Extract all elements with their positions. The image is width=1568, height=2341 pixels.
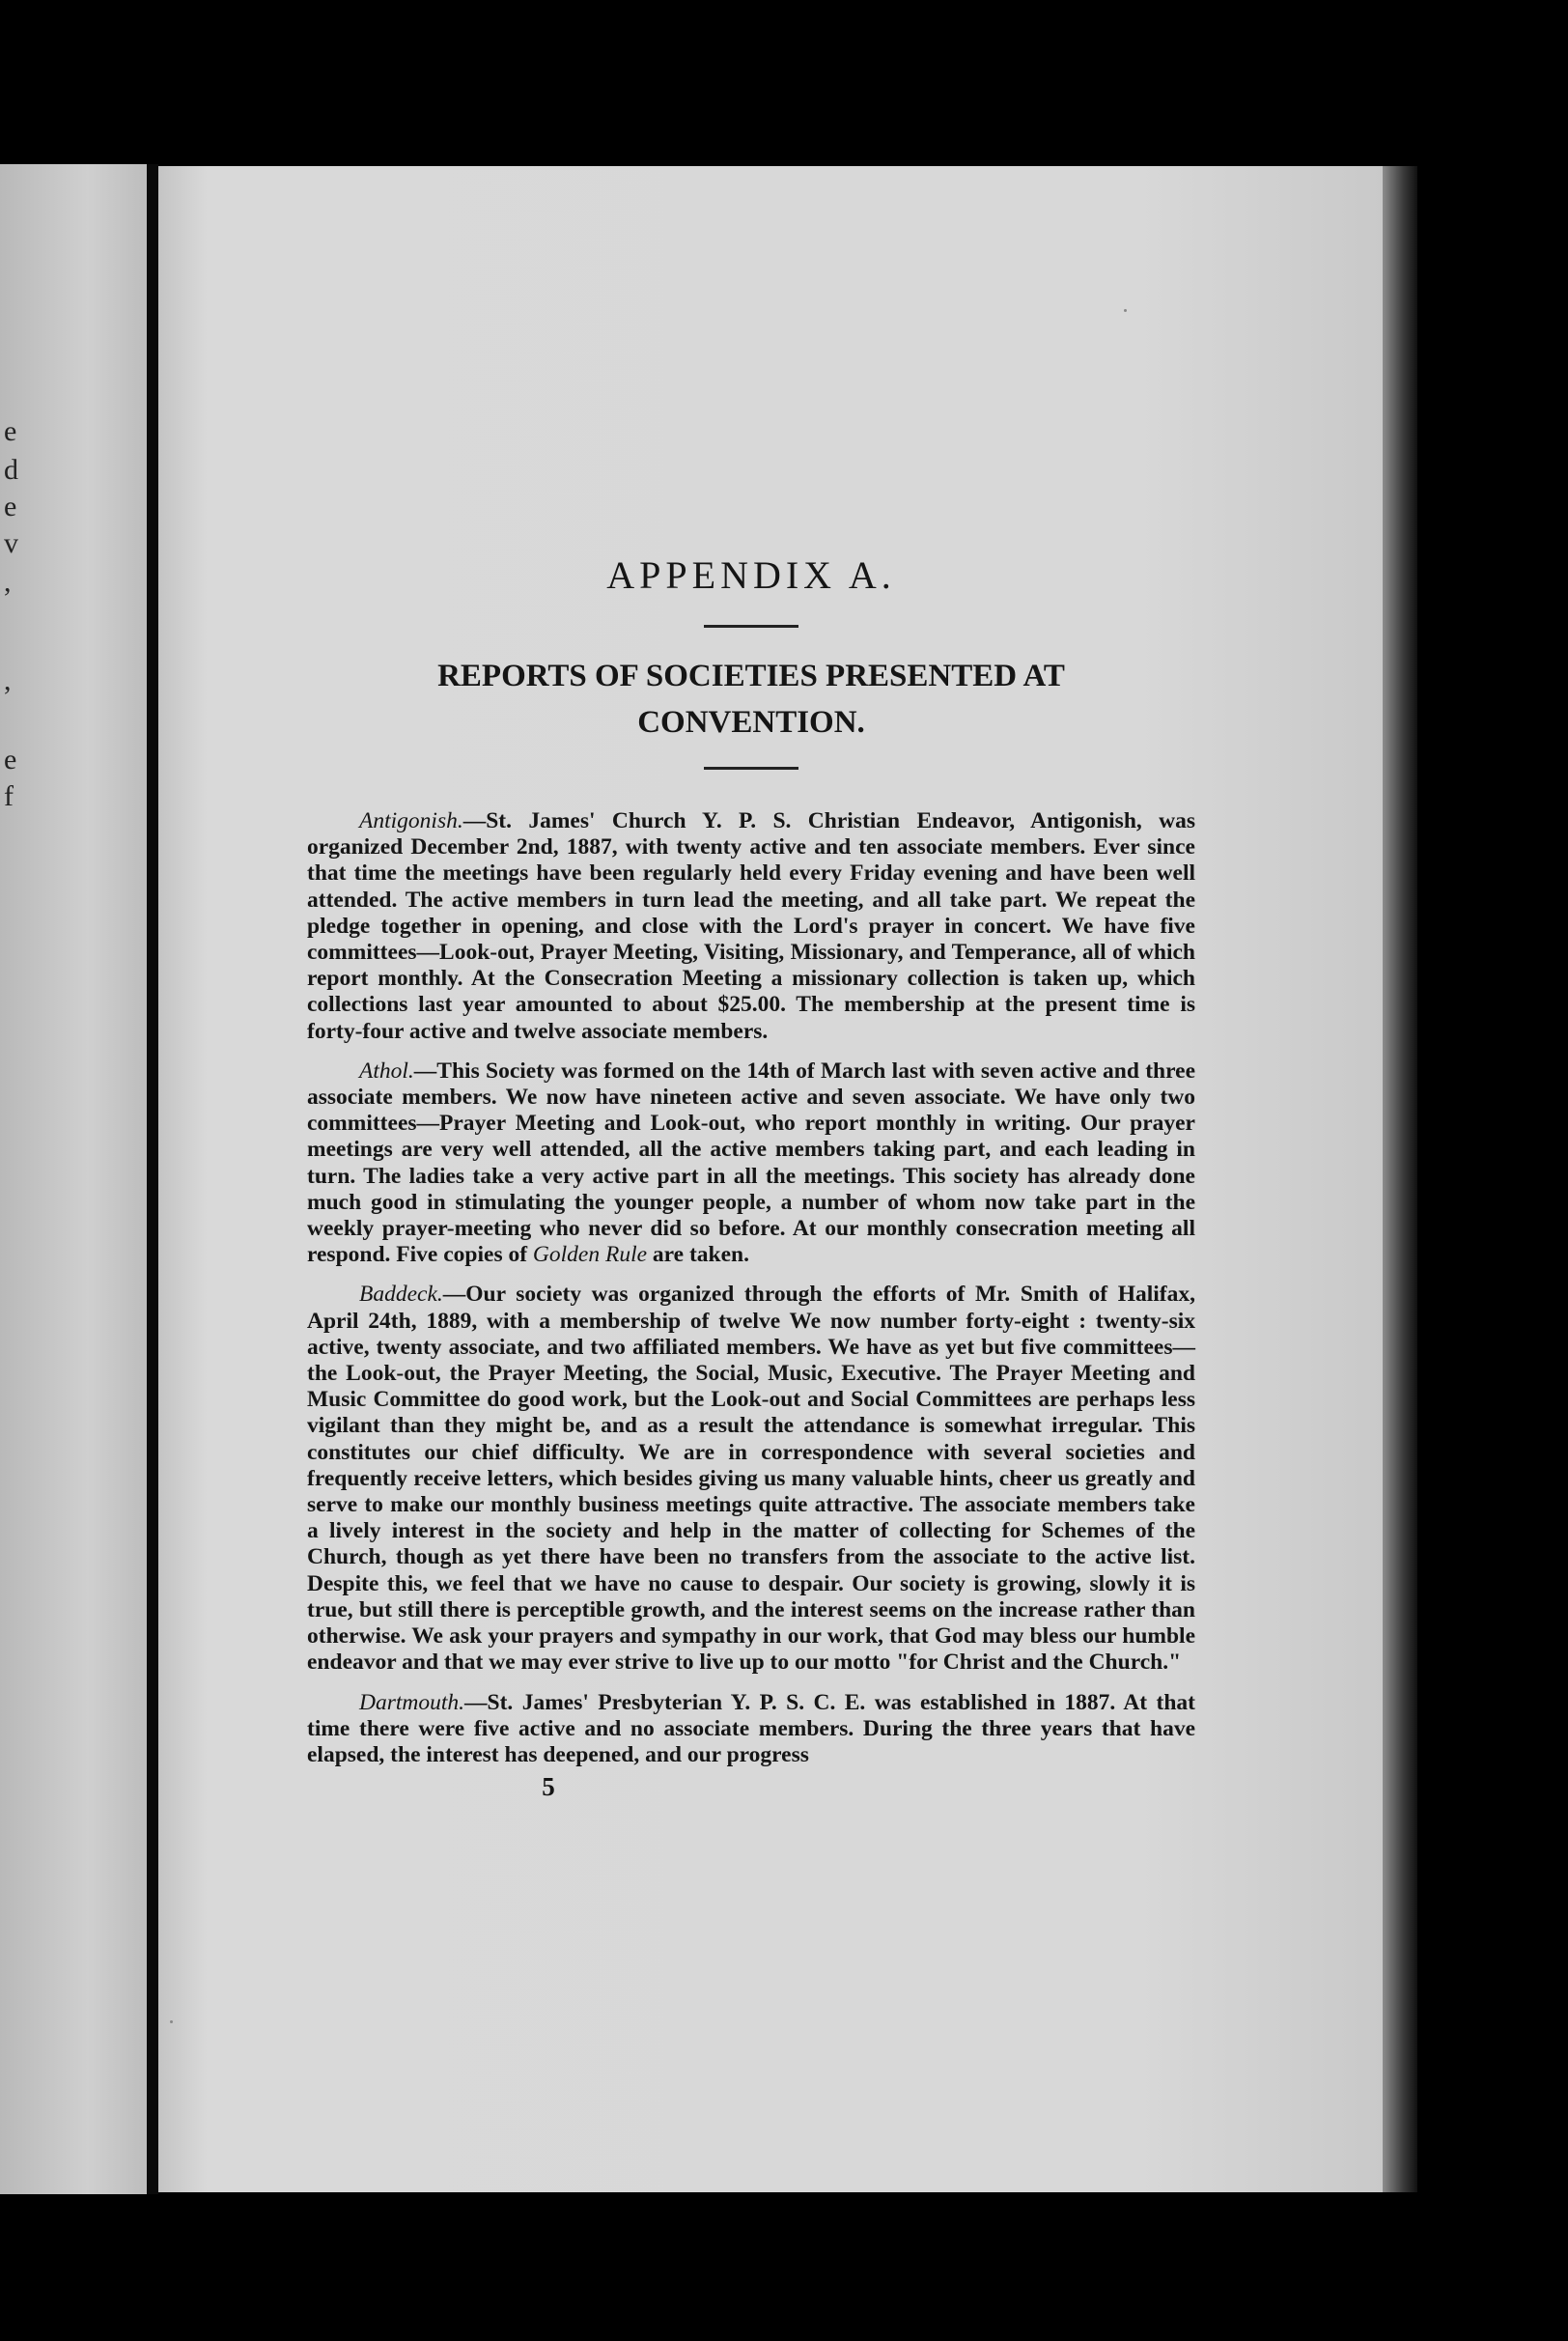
edge-letter: e [4, 491, 17, 522]
report-baddeck [307, 1282, 1195, 1676]
book-gutter [147, 164, 158, 2194]
report-place: Baddeck. [359, 1282, 443, 1308]
section-rule [704, 767, 798, 770]
paper-speck [170, 2020, 173, 2023]
report-athol [307, 1058, 1195, 1269]
report-place: Athol. [359, 1058, 414, 1084]
edge-letter: f [4, 780, 14, 812]
report-antigonish [307, 808, 1195, 1045]
edge-letter: e [4, 744, 17, 776]
report-body: —St. James' Presbyterian Y. P. S. C. E. was established in 1887. At that time there were five active and no associate members. During the three years that have elapsed, the interest has deepened, and our progress [307, 1689, 1195, 1767]
report-place: Antigonish. [359, 808, 463, 833]
report-body: —Our society was organized through the efforts of Mr. Smith of Halifax, April 24th, 1889, with a membership of twelve We now number forty-eight : twenty-six active, twenty associate, and two affiliated members. We have as yet but five committees—the Look-out, the Prayer Meeting, the Social, Music, Executive. The Prayer Meeting and Music Committee do good work, but the Look-out and Social Committees are perhaps less vigilant than they might be, and as a result the attendance is somewhat irregular. This constitutes our chief difficulty. We are in correspondence with several societies and frequently receive letters, which besides giving us many valuable hints, cheer us greatly and serve to make our monthly business meetings quite attractive. The associate members take a lively interest in the society and help in the matter of collecting for Schemes of the Church, though as yet there have been no transfers from the associate to the active list. Despite this, we feel that we have no cause to despair. Our society is growing, slowly it is true, but still there is perceptible growth, and the interest seems on the increase rather than otherwise. We ask your prayers and sympathy in our work, that God may bless our humble endeavor and that we may ever strive to live up to our motto "for Christ and the Church." [307, 1282, 1195, 1676]
paper-speck [1124, 309, 1127, 312]
edge-letter: v [4, 527, 18, 559]
report-body-tail: are taken. [647, 1242, 750, 1268]
edge-letter: , [4, 664, 12, 696]
title-rule [704, 625, 798, 628]
section-title: REPORTS OF SOCIETIES PRESENTED AT CONVENTION. [437, 659, 1065, 740]
edge-letter: , [4, 566, 12, 598]
page-content [307, 552, 1195, 1802]
report-dartmouth [307, 1690, 1195, 1769]
appendix-title: APPENDIX A. [606, 553, 896, 597]
left-page-edge [0, 164, 147, 2194]
report-body: —This Society was formed on the 14th of March last with seven active and three associate members. We now have nineteen active and seven associate. We have only two committees—Prayer Meeting and Look-out, who report monthly in writing. Our prayer meetings are very well attended, all the active members taking part, and each leading in turn. The ladies take a very active part in all the meetings. This society has already done much good in stimulating the younger people, a number of whom now take part in the weekly prayer-meeting who never did so before. At our monthly consecration meeting all respond. Five copies of [307, 1058, 1195, 1268]
page-number: 5 [542, 1772, 555, 1802]
report-place: Dartmouth. [359, 1689, 465, 1715]
publication-title: Golden Rule [532, 1242, 648, 1268]
report-body: —St. James' Church Y. P. S. Christian Endeavor, Antigonish, was organized December 2nd, 1887, with twenty active and ten associate members. Ever since that time the meetings have been regularly held every Friday evening and have been well attended. The active members in turn lead the meeting, and all take part. We repeat the pledge together in opening, and close with the Lord's prayer in concert. We have five committees—Look-out, Prayer Meeting, Visiting, Missionary, and Temperance, all of which report monthly. At the Consecration Meeting a missionary collection is taken up, which collections last year amounted to about $25.00. The membership at the present time is forty-four active and twelve associate members. [307, 808, 1195, 1044]
page-edge-shadow [1383, 166, 1417, 2192]
edge-letter: e [4, 415, 17, 447]
edge-letter: d [4, 454, 18, 486]
